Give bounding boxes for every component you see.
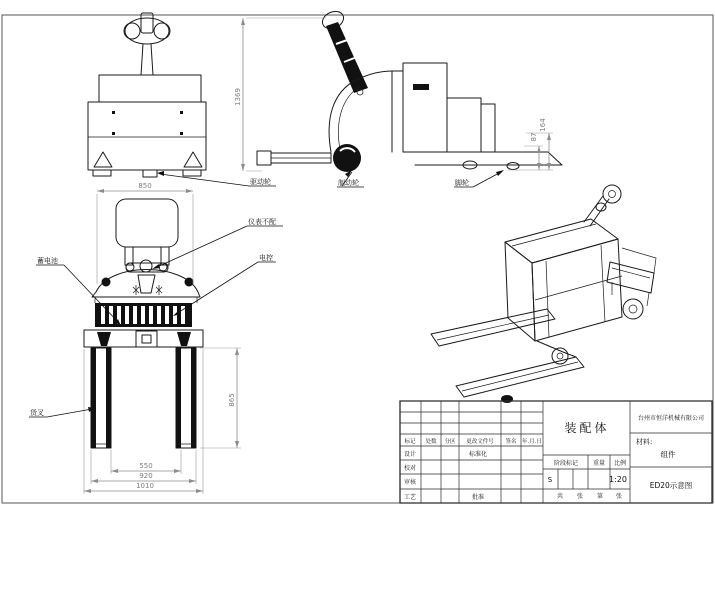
tb-role-process: 工艺 (403, 494, 417, 501)
dim-fork-outer-span: 920 (139, 472, 153, 480)
dim-fork-inner-span: 550 (139, 462, 153, 470)
lowered-tiller-cap (257, 151, 271, 165)
iso-tip-roller (501, 395, 513, 403)
label-caster-wheel: 脚轮 (455, 179, 469, 187)
tiller-stem-top (141, 13, 153, 33)
tb-weight: 重量 (592, 460, 606, 467)
dim-lowered-height: 87 (530, 132, 538, 142)
tb-title: 装配体 (564, 421, 610, 435)
front-wheel-right (177, 332, 191, 346)
tb-scale-label: 比例 (613, 460, 627, 467)
tb-material-value: 组件 (660, 450, 676, 459)
dim-fork-length: 865 (228, 393, 236, 407)
battery-handle (413, 84, 429, 90)
center-drive-wheel (143, 170, 157, 177)
label-brake-wheel: 制动轮 (338, 179, 359, 187)
rear-cover (447, 98, 481, 152)
battery-cover (99, 75, 201, 102)
tiller-head-outline (125, 18, 169, 44)
iso-caster-wheel (623, 299, 643, 319)
tb-role-audit: 审核 (403, 479, 417, 486)
tb-header-count: 处数 (425, 439, 437, 445)
tb-header-zone: 分区 (444, 439, 456, 445)
tb-sheet-no-unit: 张 (615, 493, 623, 500)
iso-body-top (505, 219, 618, 263)
fork-tip-roller (507, 163, 519, 170)
left-wheel (93, 170, 111, 176)
tb-sheet-no-label: 第 (596, 493, 604, 500)
pump-body (138, 275, 155, 293)
label-battery: 蓄电池 (37, 257, 58, 265)
tb-company: 台州市恒洋机械有限公司 (637, 415, 705, 422)
tb-stage-mark: 阶段标记 (553, 460, 579, 467)
tb-approval: 批准 (471, 494, 485, 501)
dim-lift-height: 164 (539, 118, 547, 132)
leader-labels (29, 170, 504, 417)
tb-role-check: 校对 (403, 465, 417, 472)
tb-stage-value: S (547, 476, 553, 484)
tb-header-mark: 标记 (404, 439, 416, 445)
tiller-stem-left (125, 247, 133, 265)
label-meter-note: 仪表不配 (248, 218, 276, 226)
tiller-head-front (116, 199, 178, 247)
tb-sheet-total-unit: 张 (576, 493, 584, 500)
isometric-view (431, 185, 656, 403)
front-wheel-left (97, 332, 111, 346)
rear-view (88, 13, 206, 177)
tb-role-design: 设计 (403, 451, 417, 458)
tb-material-label: 材料: (636, 438, 653, 446)
tb-standardization: 标准化 (468, 451, 488, 458)
tb-header-date: 年.月.日 (522, 439, 542, 445)
side-view (257, 8, 562, 172)
tiller-arm (326, 22, 368, 93)
tb-scale-value: 1:20 (609, 475, 627, 484)
dim-overall-height: 1369 (234, 88, 242, 106)
title-block (400, 401, 712, 503)
fork-right-front (176, 348, 196, 448)
iso-body-left (505, 242, 535, 341)
drive-unit-front (136, 331, 157, 347)
dim-overall-width: 1010 (136, 482, 154, 490)
label-fork: 货叉 (30, 409, 44, 417)
right-support (184, 152, 202, 167)
iso-body-front (532, 239, 622, 341)
tb-drawing-no: ED20示意图 (649, 481, 693, 490)
dimensions (84, 18, 553, 494)
right-wheel (183, 170, 201, 176)
tb-header-sign: 签名 (505, 439, 517, 445)
fork-left-front (91, 348, 111, 448)
battery-box-side (403, 63, 447, 152)
tb-sheet-total-label: 共 (556, 493, 564, 500)
iso-tiller-head (603, 185, 621, 203)
label-drive-wheel: 驱动轮 (250, 178, 271, 186)
dim-handle-width: 850 (138, 182, 152, 190)
tiller-neck (141, 44, 153, 75)
carriage-step (481, 104, 495, 152)
tb-header-docno: 更改文件号 (466, 439, 494, 445)
label-controller: 电控 (259, 254, 273, 262)
left-support (94, 152, 112, 167)
front-view (84, 199, 203, 448)
